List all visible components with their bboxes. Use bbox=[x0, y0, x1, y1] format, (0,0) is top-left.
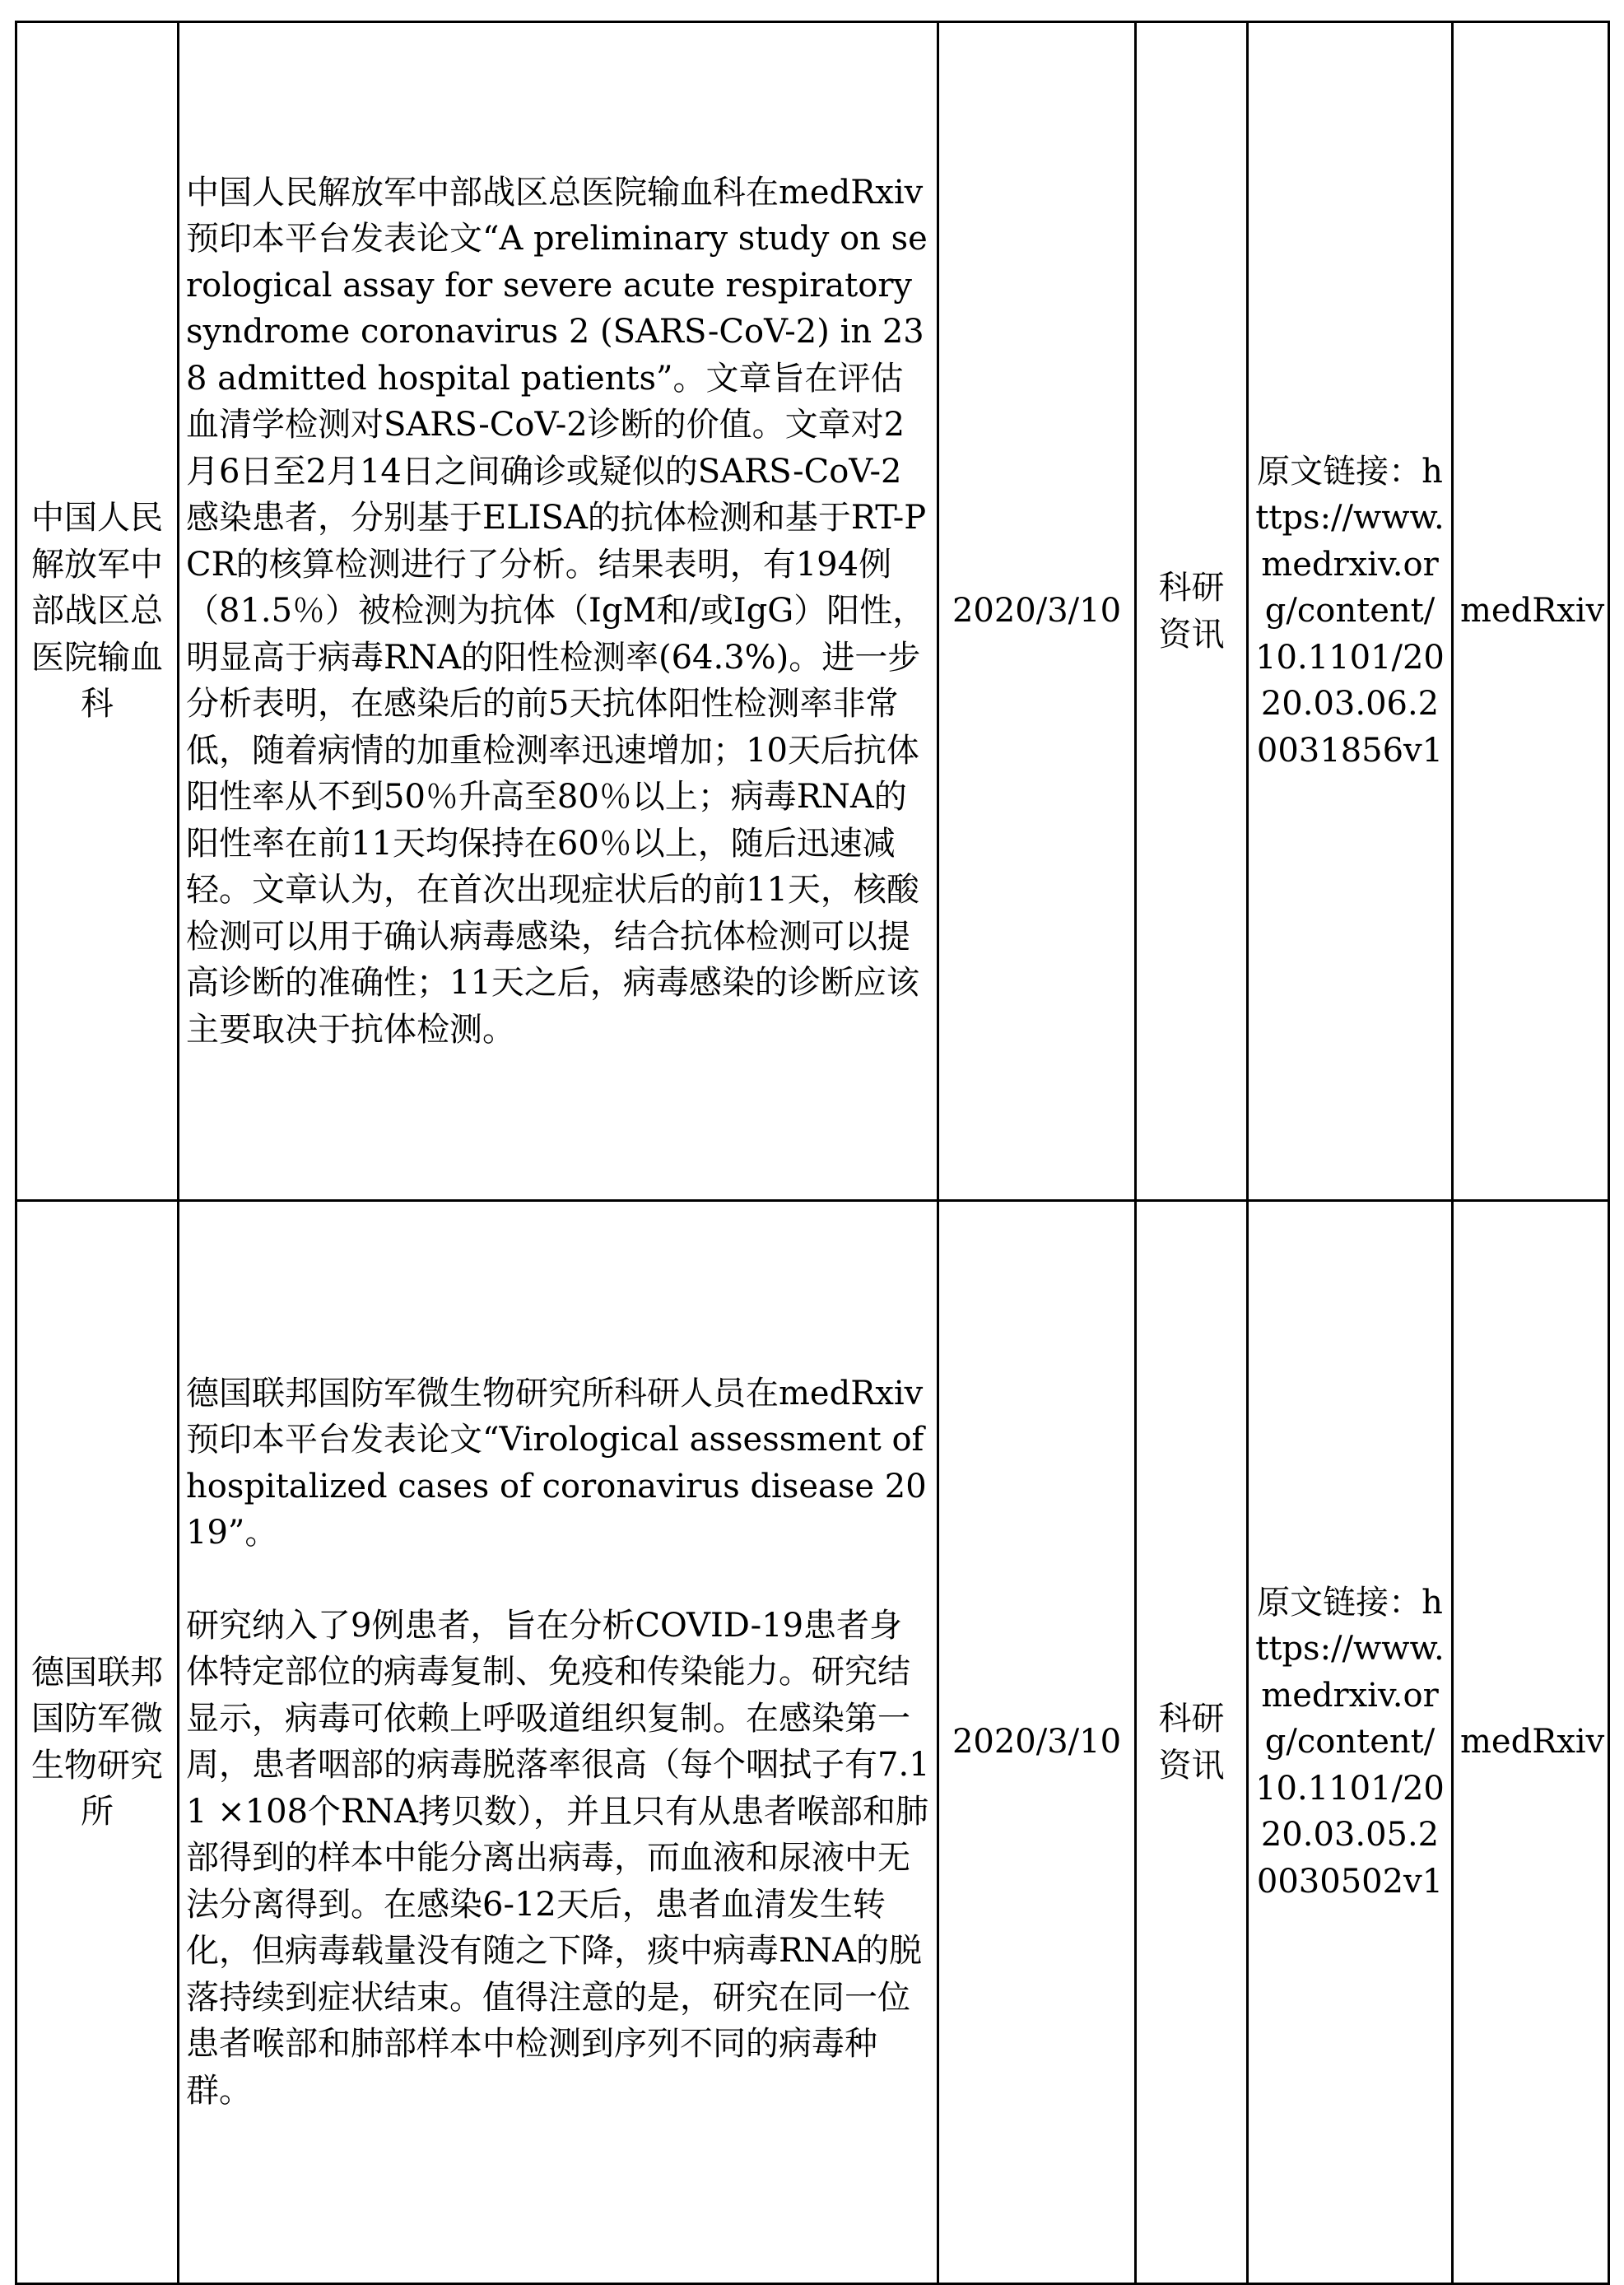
date-cell: 2020/3/10 bbox=[938, 1201, 1136, 2284]
original-link[interactable]: https://www.medrxiv.org/content/10.1101/2020.03.05.20030502v1 bbox=[1255, 1583, 1445, 1901]
source-cell: medRxiv bbox=[1453, 22, 1609, 1201]
table-row bbox=[16, 1201, 1609, 2284]
link-cell bbox=[1248, 22, 1453, 1201]
content-paragraph: 中国人民解放军中部战区总医院输血科在medRxiv预印本平台发表论文“A preliminary study on serological assay for severe acute respiratory syndrome coronavirus 2 (SARS-CoV-2) in 238 admitted hospital patients”。文章旨在评估血清学检测对SARS-CoV-2诊断的价值。文章对2月6日至2月14日之间确诊或疑似的SARS-CoV-2感染患者，分别基于ELISA的抗体检测和基于RT-PCR的核算检测进行了分析。结果表明，有194例（81.5％）被检测为抗体（IgM和/或IgG）阳性，明显高于病毒RNA的阳性检测率(64.3%)。进一步分析表明，在感染后的前5天抗体阳性检测率非常低，随着病情的加重检测率迅速增加；10天后抗体阳性率从不到50％升高至80％以上；病毒RNA的阳性率在前11天均保持在60％以上，随后迅速减轻。文章认为，在首次出现症状后的前11天，核酸检测可以用于确认病毒感染，结合抗体检测可以提高诊断的准确性；11天之后，病毒感染的诊断应该主要取决于抗体检测。 bbox=[186, 173, 928, 1049]
organization-cell: 德国联邦国防军微生物研究所 bbox=[16, 1201, 179, 2284]
content-paragraph: 研究纳入了9例患者，旨在分析COVID-19患者身体特定部位的病毒复制、免疫和传染能力。研究结显示，病毒可依赖上呼吸道组织复制。在感染第一周，患者咽部的病毒脱落率很高（每个咽拭子有7.11 ×108个RNA拷贝数），并且只有从患者喉部和肺部得到的样本中能分离出病毒，而血液和尿液中无法分离得到。在感染6-12天后，患者血清发生转化，但病毒载量没有随之下降，痰中病毒RNA的脱落持续到症状结束。值得注意的是，研究在同一位患者喉部和肺部样本中检测到序列不同的病毒种群。 bbox=[186, 1606, 930, 2110]
date-cell: 2020/3/10 bbox=[938, 22, 1136, 1201]
table-row bbox=[16, 22, 1609, 1201]
organization-cell: 中国人民解放军中部战区总医院输血科 bbox=[16, 22, 179, 1201]
content-paragraph: 德国联邦国防军微生物研究所科研人员在medRxiv预印本平台发表论文“Virological assessment of hospitalized cases of coronavirus disease 2019”。 bbox=[186, 1374, 927, 1552]
content-cell bbox=[179, 1201, 938, 2284]
category-cell: 科研资讯 bbox=[1136, 1201, 1248, 2284]
link-label: 原文链接： bbox=[1257, 452, 1422, 491]
link-cell bbox=[1248, 1201, 1453, 2284]
source-cell: medRxiv bbox=[1453, 1201, 1609, 2284]
content-cell bbox=[179, 22, 938, 1201]
link-label: 原文链接： bbox=[1257, 1583, 1422, 1622]
news-table bbox=[15, 21, 1610, 2285]
category-cell: 科研资讯 bbox=[1136, 22, 1248, 1201]
original-link[interactable]: https://www.medrxiv.org/content/10.1101/2020.03.06.20031856v1 bbox=[1255, 452, 1445, 770]
